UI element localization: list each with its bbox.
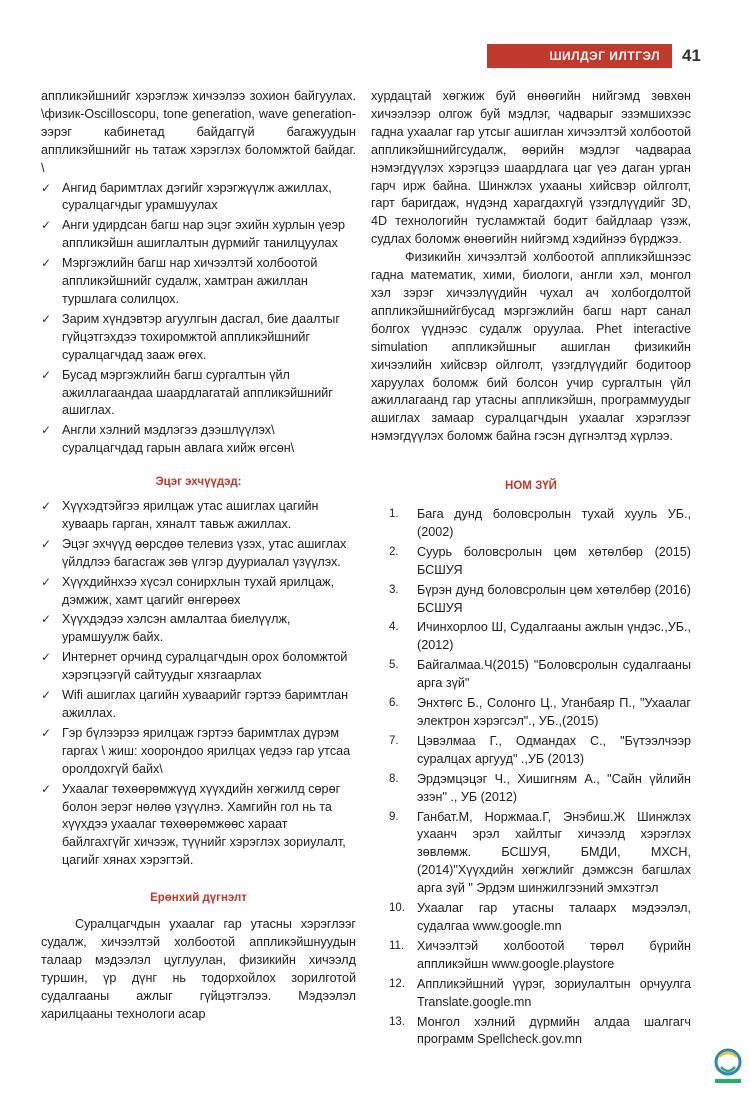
reference-number: 1. xyxy=(389,508,399,521)
list-item xyxy=(41,649,356,685)
checkmark-icon: ✓ xyxy=(41,256,52,271)
section-header-bar xyxy=(487,44,672,68)
list-item xyxy=(41,611,356,647)
reference-item xyxy=(371,733,691,769)
reference-item xyxy=(371,900,691,936)
reference-number: 11. xyxy=(389,939,405,952)
reference-number: 8. xyxy=(389,772,399,785)
conclusion-heading: Ерөнхий дүгнэлт xyxy=(150,892,247,905)
right-column xyxy=(371,88,691,1051)
reference-text: Ичинхорлоо Ш, Судалгааны ажлын үндэс.,УБ., (2012) xyxy=(417,620,691,653)
checkmark-icon: ✓ xyxy=(41,574,52,589)
reference-number: 4. xyxy=(389,621,399,634)
references-heading: НОМ ЗҮЙ xyxy=(505,480,557,493)
left-column xyxy=(41,88,356,1024)
reference-text: Цэвэлмаа Г., Одмандах С., "Бүтээлчээр суралцах аргууд" .,УБ (2013) xyxy=(417,733,691,766)
list-item-text: Ангид баримтлах дэгийг хэрэгжүүлж ажиллах, суралцагчдыг урамшуулах xyxy=(62,180,332,213)
reference-text: Аппликэйшний үүрэг, зориулалтын орчуулга Translate.google.mn xyxy=(417,976,691,1009)
reference-item xyxy=(371,695,691,731)
list-item-text: Wifi ашиглах цагийн хуваарийг гэртээ баримтлан ажиллах. xyxy=(62,688,349,720)
list-item-text: Эцэг эхчүүд өөрсдөө телевиз үзэх, утас ашиглах үйлдлээ багасгаж зөв үлгэр дууриалал үзүүлэх. xyxy=(62,536,347,569)
reference-number: 3. xyxy=(389,583,399,596)
list-item-text: Интернет орчинд суралцагчдын орох боломжтой хэрэгцээгүй сайтуудыг хязгаарлах xyxy=(62,650,348,683)
reference-number: 13. xyxy=(389,1015,405,1028)
page-number: 41 xyxy=(682,46,701,65)
checkmark-icon: ✓ xyxy=(41,688,52,703)
reference-item xyxy=(371,809,691,899)
list-item-text: Гэр бүлээрээ ярилцаж гэртээ баримтлах дүрэм гаргах \ жиш: хоорондоо ярилцах үедээ гар утсаа оролдохгүй байх\ xyxy=(62,725,351,776)
list-item xyxy=(41,574,356,610)
reference-text: Ухаалаг гар утасны талаарх мэдээлэл, судалгаа www.google.mn xyxy=(417,901,691,933)
reference-item xyxy=(371,976,691,1012)
checkmark-icon: ✓ xyxy=(41,499,52,514)
list-item xyxy=(41,498,356,534)
list-item xyxy=(41,687,356,723)
reference-number: 2. xyxy=(389,545,399,558)
checkmark-icon: ✓ xyxy=(41,218,52,233)
list-item xyxy=(41,781,356,871)
continuation-paragraph: хурдацтай хөгжиж буй өнөөгийн нийгэмд зөвхөн хичээлээр олгож буй мэдлэг, чадварыг эзэмшихээс гадна ухаалаг гар утсыг ашиглан хичээлтэй холбоотой аппликэйшнийгсудалж, өөрийн мэдлэг чадвараа нэмэгдүүлэх хэрэгцээ шаардлага цаг үеэ даган урган гарч ирж байна. Шинжлэх ухааны хийсвэр ойлголт, гарт баригдаж, нүдэнд харагдахгүй үзэгдлүүдийг 3D, 4D технологийн тусламжтай бодит байдлаар үзэж, судлах боломж өнөөгийн нийгэмд хэдийнээ бүрджээ. xyxy=(371,89,691,247)
reference-text: Бага дунд боловсролын тухай хууль УБ.,(2002) xyxy=(417,507,691,539)
reference-item xyxy=(371,619,691,655)
list-item-text: Ухаалаг төхөөрөмжүүд хүүхдийн хөгжилд сөрөг болон эерэг нөлөө үзүүлнэ. Хамгийн гол нь та хүүхдээ ухаалаг төхөөрөмжөөс хараат байлгахгүйг хичээж, түүнийг хэрэглэх зориулалт, цагийг хянах хэрэгтэй. xyxy=(62,781,346,868)
reference-item xyxy=(371,771,691,807)
reference-item xyxy=(371,506,691,542)
list-item xyxy=(41,725,356,779)
intro-paragraph: аппликэйшнийг хэрэглэж хичээлээ зохион байгуулах. \физик-Oscilloscopu, tone generation, wave generation-ээрэг кабинетад байдаггүй багажуудын аппликэйшнийг нь татаж хэрэглэх боломжтой байдаг. \ xyxy=(41,89,356,175)
references-list xyxy=(371,506,691,1049)
list-item xyxy=(41,422,356,458)
checkmark-icon: ✓ xyxy=(41,536,52,551)
reference-number: 5. xyxy=(389,659,399,672)
checkmark-icon: ✓ xyxy=(41,781,52,796)
list-item xyxy=(41,217,356,253)
reference-item xyxy=(371,657,691,693)
reference-text: Хичээлтэй холбоотой төрөл бүрийн аппликэйшн www.google.playstore xyxy=(417,938,691,971)
reference-number: 6. xyxy=(389,697,399,710)
reference-item xyxy=(371,938,691,974)
reference-text: Бүрэн дунд боловсролын цөм хөтөлбөр (2016) БСШУЯ xyxy=(417,582,691,615)
recommendations-list xyxy=(41,180,356,459)
reference-text: Монгол хэлний дүрмийн алдаа шалгагч программ Spellcheck.gov.mn xyxy=(417,1014,691,1047)
list-item-text: Анги удирдсан багш нар эцэг эхийн хурлын үеэр аппликэйшн ашиглалтын дүрмийг танилцуулах xyxy=(62,218,346,251)
logo-icon xyxy=(711,1047,745,1085)
reference-text: Энхтөгс Б., Солонго Ц., Уганбаяр П., "Ухаалаг электрон хэрэгсэл"., УБ.,(2015) xyxy=(417,696,691,728)
list-item xyxy=(41,311,356,365)
section-title: ШИЛДЭГ ИЛТГЭЛ xyxy=(549,49,660,63)
reference-number: 12. xyxy=(389,977,405,990)
checkmark-icon: ✓ xyxy=(41,612,52,627)
reference-text: Суурь боловсролын цөм хөтөлбөр (2015) БСШУЯ xyxy=(417,544,691,577)
list-item xyxy=(41,536,356,572)
conclusion-paragraph: Суралцагчдын ухаалаг гар утасны хэрэглээг судалж, хичээлтэй холбоотой аппликэйшнуудын талаар мэдээлэл цуглуулан, физикийн хичээлд туршин, үр дүнг нь тодорхойлох зорилготой судалгааны ажлыг гүйцэтгэлээ. Мэдээлэл харилцааны технологи асар xyxy=(41,917,356,1021)
reference-text: Ганбат.М, Норжмаа.Г, Энэбиш.Ж Шинжлэх ухаанч эрэл хайлтыг хичээлд хэрэглэх зөвлөмж. БСШУЯ, БМДИ, МХСН, (2014)"Хүүхдийн хөгжлийг дэмжсэн багшлах арга зүй " Эрдэм шинжилгээний эмхэтгэл xyxy=(417,809,691,896)
reference-number: 7. xyxy=(389,734,399,747)
checkmark-icon: ✓ xyxy=(41,650,52,665)
reference-number: 10. xyxy=(389,902,405,915)
checkmark-icon: ✓ xyxy=(41,311,52,326)
list-item-text: Хүүхдэдээ хэлсэн амлалтаа биелүүлж, урамшуулж байх. xyxy=(62,612,291,645)
list-item xyxy=(41,367,356,421)
reference-number: 9. xyxy=(389,810,399,823)
list-item-text: Хүүхдийнхээ хүсэл сонирхлын тухай ярилцаж, дэмжиж, хамт цагийг өнгөрөөх xyxy=(62,574,335,607)
reference-text: Эрдэмцэцэг Ч., Хишигням А., "Сайн үйлийн эзэн" ., УБ (2012) xyxy=(417,771,691,804)
list-item-text: Хүүхэдтэйгээ ярилцаж утас ашиглах цагийн хуваарь гарган, хяналт тавьж ажиллах. xyxy=(62,499,319,531)
list-item-text: Бусад мэргэжлийн багш сургалтын үйл ажиллагаандаа шаардлагатай аппликэйшнийг ашиглах. xyxy=(62,367,333,418)
checkmark-icon: ✓ xyxy=(41,423,52,438)
checkmark-icon: ✓ xyxy=(41,367,52,382)
reference-item xyxy=(371,582,691,618)
list-item-text: Зарим хүндэвтэр агуулгын дасгал, бие даалтыг гүйцэтгэхдээ тохиромжтой аппликэйшнийг суралцагчдад зааж өгөх. xyxy=(62,311,340,362)
parents-list xyxy=(41,498,356,870)
physics-paragraph: Физикийн хичээлтэй холбоотой аппликэйшнээс гадна математик, хими, биологи, англи хэл, монгол хэл зэрэг хичээлүүдийн чухал ач холбогдолтой аппликэйшнийгбусад мэргэжлийн багш нарт санал болгох үүднээс судалж оруулаа. Phet interactive simulation аппликэйшныг ашиглан физикийн хичээлийн хийсвэр ойлголт, үзэгдлүүдийг бодитоор харуулах боломж бий болсон учир сургалтын үйл ажиллагаанд гар утасны аппликэйшн, программуудыг ашиглах замаар суралцагчдын ухаалаг хэрэглээг нэмэгдүүлэх боломж байна гэсэн дүгнэлтэд хүрлээ. xyxy=(371,250,691,444)
reference-item xyxy=(371,1014,691,1050)
parents-heading: Эцэг эхчүүдэд: xyxy=(155,476,242,489)
reference-item xyxy=(371,544,691,580)
list-item-text: Мэргэжлийн багш нар хичээлтэй холбоотой аппликэйшнийг судалж, хамтран ажиллан туршлага солилцох. xyxy=(62,256,318,306)
list-item-text: Англи хэлний мэдлэгээ дээшлүүлэх\ суралцагчдад гарын авлага хийж өгсөн\ xyxy=(62,423,295,456)
list-item xyxy=(41,180,356,216)
list-item xyxy=(41,255,356,309)
checkmark-icon: ✓ xyxy=(41,725,52,740)
checkmark-icon: ✓ xyxy=(41,180,52,195)
reference-text: Байгалмаа.Ч(2015) "Боловсролын судалгааны арга зүй" xyxy=(417,658,691,691)
